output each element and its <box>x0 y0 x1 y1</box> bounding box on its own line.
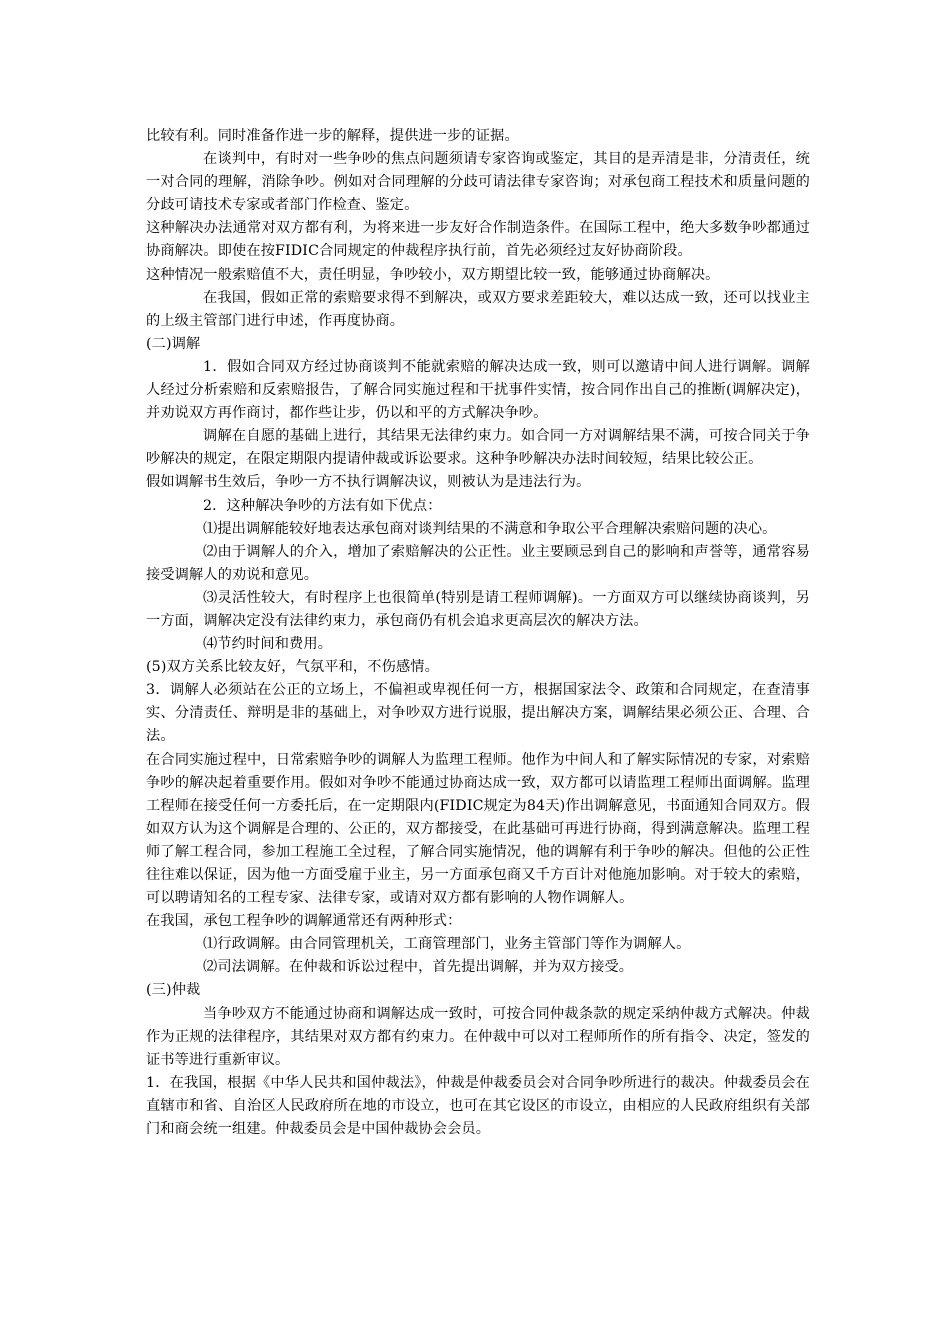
paragraph: 比较有利。同时准备作进一步的解释，提供进一步的证据。 <box>146 128 519 144</box>
paragraph: 在我国，假如正常的索赔要求得不到解决，或双方要求差距较大，难以达成一致，还可以找业主的上级主管部门进行申述，作再度协商。 <box>146 289 810 329</box>
paragraph: 当争吵双方不能通过协商和调解达成一致时，可按合同仲裁条款的规定采纳仲裁方式解决。仲裁作为正规的法律程序，其结果对双方都有约束力。在仲裁中可以对工程师所作的所有指令、决定，签发的证书等进行重新审议。 <box>146 1005 810 1068</box>
list-item: ⑶灵活性较大，有时程序上也很简单(特别是请工程师调解)。一方面双方可以继续协商谈判，另一方面，调解决定没有法律约束力，承包商仍有机会追求更高层次的解决方法。 <box>146 589 810 629</box>
list-item: (5)双方关系比较友好，气氛平和，不伤感情。 <box>146 659 439 676</box>
paragraph: 调解在自愿的基础上进行，其结果无法律约束力。如合同一方对调解结果不满，可按合同关于争吵解决的规定，在限定期限内提请仲裁或诉讼要求。这种争吵解决办法时间较短，结果比较公正。 <box>146 428 810 468</box>
list-item: ⑵司法调解。在仲裁和诉讼过程中，首先提出调解，并为双方接受。 <box>203 959 634 976</box>
list-item: ⑴行政调解。由合同管理机关，工商管理部门，业务主管部门等作为调解人。 <box>203 936 691 953</box>
paragraph: 3．调解人必须站在公正的立场上，不偏袒或卑视任何一方，根据国家法令、政策和合同规定，在查清事实、分清责任、辩明是非的基础上，对争吵双方进行说服，提出解决方案，调解结果必须公正、合理、合法。 <box>146 682 810 745</box>
list-item: ⑷节约时间和费用。 <box>203 636 333 653</box>
paragraph: 这种解决办法通常对双方都有利，为将来进一步友好合作制造条件。在国际工程中，绝大多数争吵都通过协商解决。即使在按FIDIC合同规定的仲裁程序执行前，首先必须经过友好协商阶段。 <box>146 220 810 260</box>
list-item: ⑵由于调解人的介入，增加了索赔解决的公正性。业主要顾忌到自己的影响和声誉等，通常容易接受调解人的劝说和意见。 <box>146 543 810 583</box>
paragraph: 在合同实施过程中，日常索赔争吵的调解人为监理工程师。他作为中间人和了解实际情况的专家，对索赔争吵的解决起着重要作用。假如对争吵不能通过协商达成一致，双方都可以请监理工程师出面调解。监理工程师在接受任何一方委托后，在一定期限内(FIDIC规定为84天)作出调解意见，书面通知合同双方。假如双方认为这个调解是合理的、公正的，双方都接受，在此基础可再进行协商，得到满意解决。监理工程师了解工程合同，参加工程施工全过程，了解合同实施情况，他的调解有利于争吵的解决。但他的公正性往往难以保证，因为他一方面受雇于业主，另一方面承包商又千方百计对他施加影响。对于较大的索赔，可以聘请知名的工程专家、法律专家，或请对双方都有影响的人物作调解人。 <box>146 751 810 907</box>
paragraph: 在谈判中，有时对一些争吵的焦点问题须请专家咨询或鉴定，其目的是弄清是非，分清责任，统一对合同的理解，消除争吵。例如对合同理解的分歧可请法律专家咨询；对承包商工程技术和质量问题的分歧可请技术专家或者部门作检查、鉴定。 <box>146 151 810 214</box>
document-body <box>146 125 810 1141</box>
paragraph: 1．在我国，根据《中华人民共和国仲裁法》，仲裁是仲裁委员会对合同争吵所进行的裁决。仲裁委员会在直辖市和省、自治区人民政府所在地的市设立，也可在其它设区的市设立，由相应的人民政府组织有关部门和商会统一组建。仲裁委员会是中国仲裁协会会员。 <box>146 1074 810 1138</box>
paragraph: 1．假如合同双方经过协商谈判不能就索赔的解决达成一致，则可以邀请中间人进行调解。调解人经过分析索赔和反索赔报告，了解合同实施过程和干扰事件实情，按合同作出自己的推断(调解决定)，并劝说双方再作商讨，都作些让步，仍以和平的方式解决争吵。 <box>146 358 810 422</box>
paragraph: 假如调解书生效后，争吵一方不执行调解决议，则被认为是违法行为。 <box>146 474 591 491</box>
section-heading-arbitration: (三)仲裁 <box>146 982 201 999</box>
list-item: ⑴提出调解能较好地表达承包商对谈判结果的不满意和争取公平合理解决索赔问题的决心。 <box>203 520 777 537</box>
paragraph: 2．这种解决争吵的方法有如下优点： <box>203 497 442 514</box>
paragraph: 这种情况一般索赔值不大，责任明显，争吵较小，双方期望比较一致，能够通过协商解决。 <box>146 266 720 283</box>
paragraph: 在我国，承包工程争吵的调解通常还有两种形式： <box>146 913 462 930</box>
section-heading-mediation: (二)调解 <box>146 335 201 352</box>
